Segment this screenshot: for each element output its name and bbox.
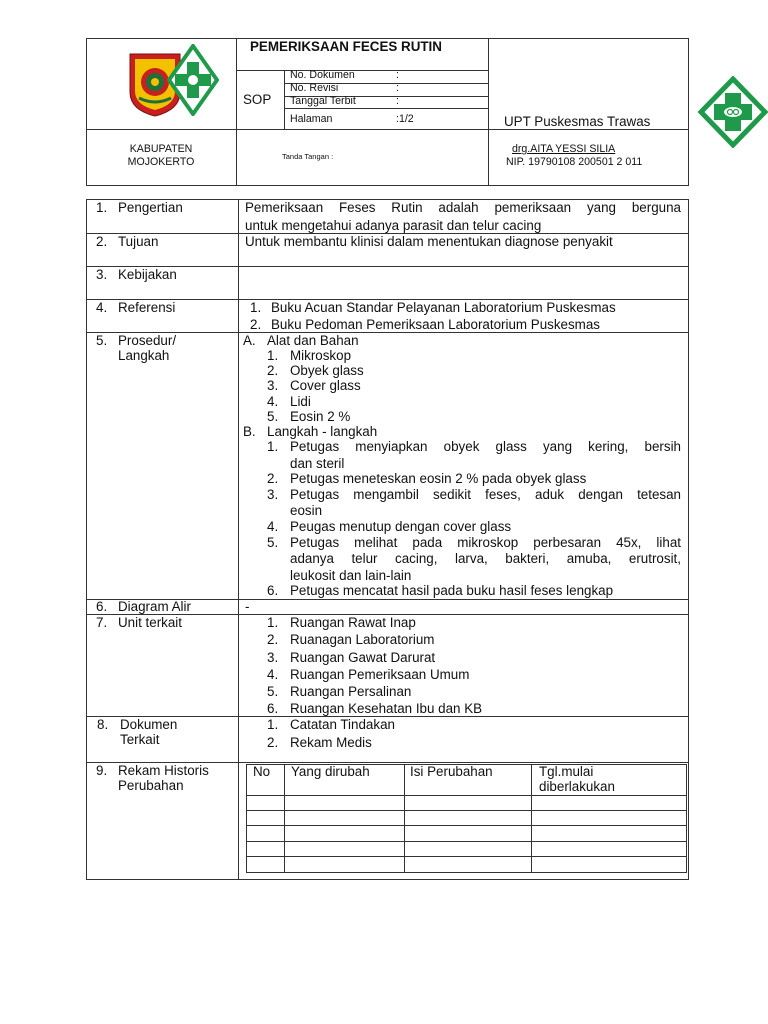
pengertian-text-line-1: Pemeriksaan Feses Rutin adalah pemeriksaan yang berguna — [245, 200, 681, 215]
list-item-number: 1. — [267, 439, 279, 454]
row-number: 6. — [96, 599, 108, 614]
list-item-number: 2. — [267, 471, 279, 486]
halaman-label: Halaman — [290, 113, 333, 125]
list-item-number: 3. — [267, 650, 279, 665]
row-label-continued: Terkait — [120, 732, 160, 747]
row-number: 8. — [97, 717, 109, 732]
divider — [686, 764, 687, 873]
step-text-continued: adanya telur cacing, larva, bakteri, amuba, erutrosit, — [290, 551, 681, 566]
puskesmas-logo — [167, 44, 219, 116]
list-item-number: 1. — [267, 348, 279, 363]
row-label-continued: Perubahan — [118, 778, 184, 793]
region-line-1: KABUPATEN — [129, 143, 193, 155]
no-dokumen-label: No. Dokumen — [290, 69, 355, 81]
list-item-number: 4. — [267, 519, 279, 534]
column-header-no: No — [253, 764, 271, 779]
divider — [86, 185, 689, 186]
signature-label: Tanda Tangan : — [282, 152, 334, 161]
list-item-number: 6. — [267, 701, 279, 716]
divider — [688, 38, 689, 186]
column-header-tgl-mulai: Tgl.mulai — [539, 764, 594, 779]
divider — [86, 879, 689, 880]
list-item-number: 4. — [267, 667, 279, 682]
signer-name: drg.AITA YESSI SILIA — [512, 143, 616, 155]
divider — [246, 795, 686, 796]
tujuan-text: Untuk membantu klinisi dalam menentukan diagnose penyakit — [245, 234, 613, 249]
row-label: Diagram Alir — [118, 599, 191, 614]
list-item: Ruangan Persalinan — [290, 684, 412, 699]
region-line-2: MOJOKERTO — [127, 156, 195, 168]
step-text: Peugas menutup dengan cover glass — [290, 519, 512, 534]
list-item-number: 3. — [267, 378, 279, 393]
list-item-number: 2. — [267, 632, 279, 647]
list-item: Rekam Medis — [290, 735, 372, 750]
list-item: Ruanagan Laboratorium — [290, 632, 435, 647]
divider — [246, 841, 686, 842]
divider — [246, 810, 686, 811]
step-text-continued: eosin — [290, 503, 323, 518]
row-number: 9. — [96, 763, 108, 778]
signer-nip: NIP. 19790108 200501 2 011 — [506, 156, 643, 168]
row-number: 4. — [96, 300, 108, 315]
divider — [488, 38, 489, 186]
divider — [246, 764, 247, 873]
list-item-number: 2. — [267, 363, 279, 378]
list-item-number: 2. — [250, 317, 262, 332]
region-name — [86, 143, 236, 169]
section-letter: A. — [243, 333, 256, 348]
list-item-number: 4. — [267, 394, 279, 409]
list-item: Lidi — [290, 394, 311, 409]
subsection-title: Alat dan Bahan — [267, 333, 359, 348]
divider — [688, 199, 689, 880]
document-title: PEMERIKSAAN FECES RUTIN — [250, 39, 442, 54]
list-item-number: 1. — [250, 300, 262, 315]
halaman-value: :1/2 — [396, 113, 414, 125]
divider — [404, 764, 405, 873]
row-label: Rekam Historis — [118, 763, 209, 778]
row-label: Tujuan — [118, 234, 159, 249]
list-item: Ruangan Gawat Darurat — [290, 650, 436, 665]
divider — [236, 38, 237, 186]
column-header-tgl-mulai-continued: diberlakukan — [539, 779, 615, 794]
subsection-title: Langkah - langkah — [267, 424, 378, 439]
list-item: Ruangan Pemeriksaan Umum — [290, 667, 470, 682]
divider — [86, 199, 87, 880]
step-text: Petugas melihat pada mikroskop perbesaran 45x, lihat — [290, 535, 681, 550]
divider — [238, 199, 239, 880]
list-item-number: 2. — [267, 735, 279, 750]
list-item: Mikroskop — [290, 348, 352, 363]
step-text: Petugas mencatat hasil pada buku hasil feses lengkap — [290, 583, 614, 598]
puskesmas-logo-large — [697, 76, 768, 148]
divider — [284, 764, 285, 873]
divider — [236, 70, 488, 71]
row-label: Kebijakan — [118, 267, 177, 282]
tanggal-terbit-sep: : — [396, 95, 399, 107]
row-label: Unit terkait — [118, 615, 182, 630]
list-item: Cover glass — [290, 378, 361, 393]
list-item-number: 1. — [267, 615, 279, 630]
column-header-isi-perubahan: Isi Perubahan — [410, 764, 493, 779]
list-item-number: 6. — [267, 583, 279, 598]
diagram-value: - — [245, 599, 250, 614]
pengertian-text-line-2: untuk mengetahui adanya parasit dan telur cacing — [245, 218, 542, 233]
institution-name: UPT Puskesmas Trawas — [504, 114, 651, 129]
row-number: 2. — [96, 234, 108, 249]
list-item-number: 5. — [267, 535, 279, 550]
list-item: Obyek glass — [290, 363, 364, 378]
step-text: Petugas menyiapkan obyek glass yang kering, bersih — [290, 439, 681, 454]
divider — [246, 872, 686, 873]
row-label: Prosedur/ — [118, 333, 177, 348]
list-item-number: 5. — [267, 684, 279, 699]
list-item-number: 1. — [267, 717, 279, 732]
divider — [531, 764, 532, 873]
row-number: 7. — [96, 615, 108, 630]
step-text-continued: dan steril — [290, 456, 345, 471]
step-text: Petugas mengambil sedikit feses, aduk dengan tetesan — [290, 487, 681, 502]
no-revisi-label: No. Revisi — [290, 82, 339, 94]
row-label-continued: Langkah — [118, 348, 170, 363]
row-label: Pengertian — [118, 200, 183, 215]
sop-label: SOP — [243, 92, 272, 107]
no-revisi-sep: : — [396, 82, 399, 94]
list-item: Buku Acuan Standar Pelayanan Laboratorium Puskesmas — [271, 300, 616, 315]
list-item: Ruangan Rawat Inap — [290, 615, 416, 630]
list-item-number: 3. — [267, 487, 279, 502]
tanggal-terbit-label: Tanggal Terbit — [290, 95, 356, 107]
row-number: 1. — [96, 200, 108, 215]
list-item: Catatan Tindakan — [290, 717, 395, 732]
divider — [284, 108, 488, 109]
step-text-continued: leukosit dan lain-lain — [290, 568, 412, 583]
no-dokumen-sep: : — [396, 69, 399, 81]
divider — [284, 70, 285, 130]
section-letter: B. — [243, 424, 256, 439]
row-number: 5. — [96, 333, 108, 348]
step-text: Petugas meneteskan eosin 2 % pada obyek glass — [290, 471, 587, 486]
row-number: 3. — [96, 267, 108, 282]
list-item: Ruangan Kesehatan Ibu dan KB — [290, 701, 483, 716]
divider — [246, 856, 686, 857]
column-header-yang-dirubah: Yang dirubah — [291, 764, 370, 779]
list-item: Buku Pedoman Pemeriksaan Laboratorium Puskesmas — [271, 317, 600, 332]
list-item: Eosin 2 % — [290, 409, 351, 424]
row-label: Referensi — [118, 300, 176, 315]
list-item-number: 5. — [267, 409, 279, 424]
row-label: Dokumen — [120, 717, 178, 732]
divider — [246, 825, 686, 826]
